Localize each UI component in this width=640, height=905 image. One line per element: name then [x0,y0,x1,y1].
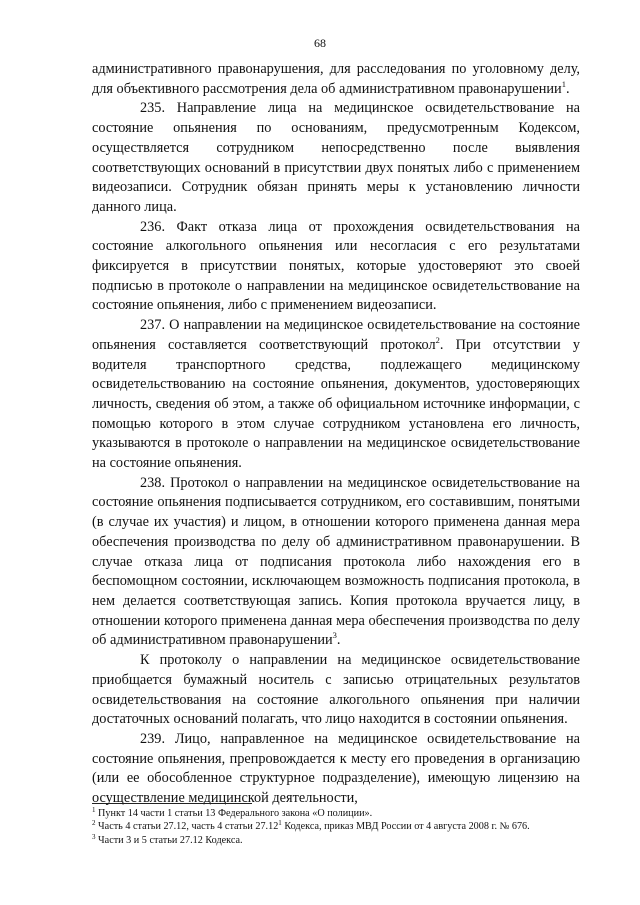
footnote-1 [92,807,580,820]
footnote-text: Пункт 14 части 1 статьи 13 Федерального закона «О полиции». [95,808,373,819]
paragraph-text: . При отсутствии у водителя транспортного средства, подлежащего медицинскому освидетельствованию на состояние опьянения, документов, удостоверяющих личность, сведения об этом, а также об официальном источнике информации, с помощью которого в этом случае сотрудником установлена его личность, указываются в протоколе о направлении на медицинское освидетельствование на состояние опьянения. [92,336,580,472]
footnote-divider [92,803,252,804]
footnote-mark: 1 [92,806,96,814]
paragraph-236 [92,218,580,317]
paragraph-text: . [336,632,341,649]
paragraph-text: . [565,80,570,97]
footnote-ref: 3 [332,630,337,641]
footnotes [92,807,580,847]
paragraph-text: административного правонарушения, для расследования по уголовному делу, для объективного рассмотрения дела об административном правонарушении [92,61,580,97]
footnote-ref: 1 [561,78,566,89]
paragraph-237 [92,316,580,474]
footnote-text: Части 3 и 5 статьи 27.12 Кодекса. [95,834,243,846]
page-number: 68 [314,36,326,50]
paragraph-239 [92,730,580,809]
footnote-3 [92,834,580,847]
paragraph-235 [92,99,580,217]
paragraph-text: К протоколу о направлении на медицинское освидетельствование приобщается бумажный носитель с записью отрицательных результатов освидетельствования на состояние алкогольного опьянения при наличии достаточных оснований полагать, что лицо находится в состоянии опьянения. [92,652,580,728]
paragraph [92,60,580,99]
paragraph-text: 235. Направление лица на медицинское освидетельствование на состояние опьянения по основаниям, предусмотренным Кодексом, осуществляется сотрудником непосредственно после выявления соответствующих оснований в присутствии двух понятых либо с применением видеозаписи. Сотрудник обязан принять меры к установлению личности данного лица. [92,100,580,215]
footnote-sup: 1 [278,819,282,828]
footnote-text: Кодекса, приказ МВД России от 4 августа 2008 г. № 676. [281,821,530,833]
paragraph-text: 239. Лицо, направленное на медицинское освидетельствование на состояние опьянения, препровождается к месту его проведения в организацию (или ее обособленное структурное подразделение), имеющую лицензию на осуществление медицинской деятельности, [92,730,580,807]
paragraph-text: 236. Факт отказа лица от прохождения освидетельствования на состояние алкогольного опьянения или несогласия с его результатами фиксируется в присутствии понятых, которые удостоверяют это своей подписью в протоколе о направлении на медицинское освидетельствование на состояние опьянения, либо с применением видеозаписи. [92,218,580,314]
paragraph-text: 237. О направлении на медицинское освидетельствование на состояние опьянения составляется соответствующий протокол [92,317,580,353]
footnote-text: Часть 4 статьи 27.12, часть 4 статьи 27.12 [95,821,279,833]
footnote-mark: 3 [92,832,96,841]
footnote-2 [92,820,580,833]
paragraph-238 [92,474,580,651]
footnote-ref: 2 [435,334,440,345]
document-body [92,60,580,809]
paragraph-text: 238. Протокол о направлении на медицинское освидетельствование на состояние опьянения подписывается сотрудником, его составившим, понятыми (в случае их участия) и лицом, в отношении которого применена данная мера обеспечения производства по делу об административном правонарушении. В случае отказа лица от подписания протокола либо нахождения его в беспомощном состоянии, исключающем возможность подписания протокола, в нем делается соответствующая запись. Копия протокола вручается лицу, в отношении которого применена данная мера обеспечения производства по делу об административном правонарушении [92,474,580,649]
paragraph-protocol-attachment [92,651,580,730]
footnote-mark: 2 [92,819,96,828]
